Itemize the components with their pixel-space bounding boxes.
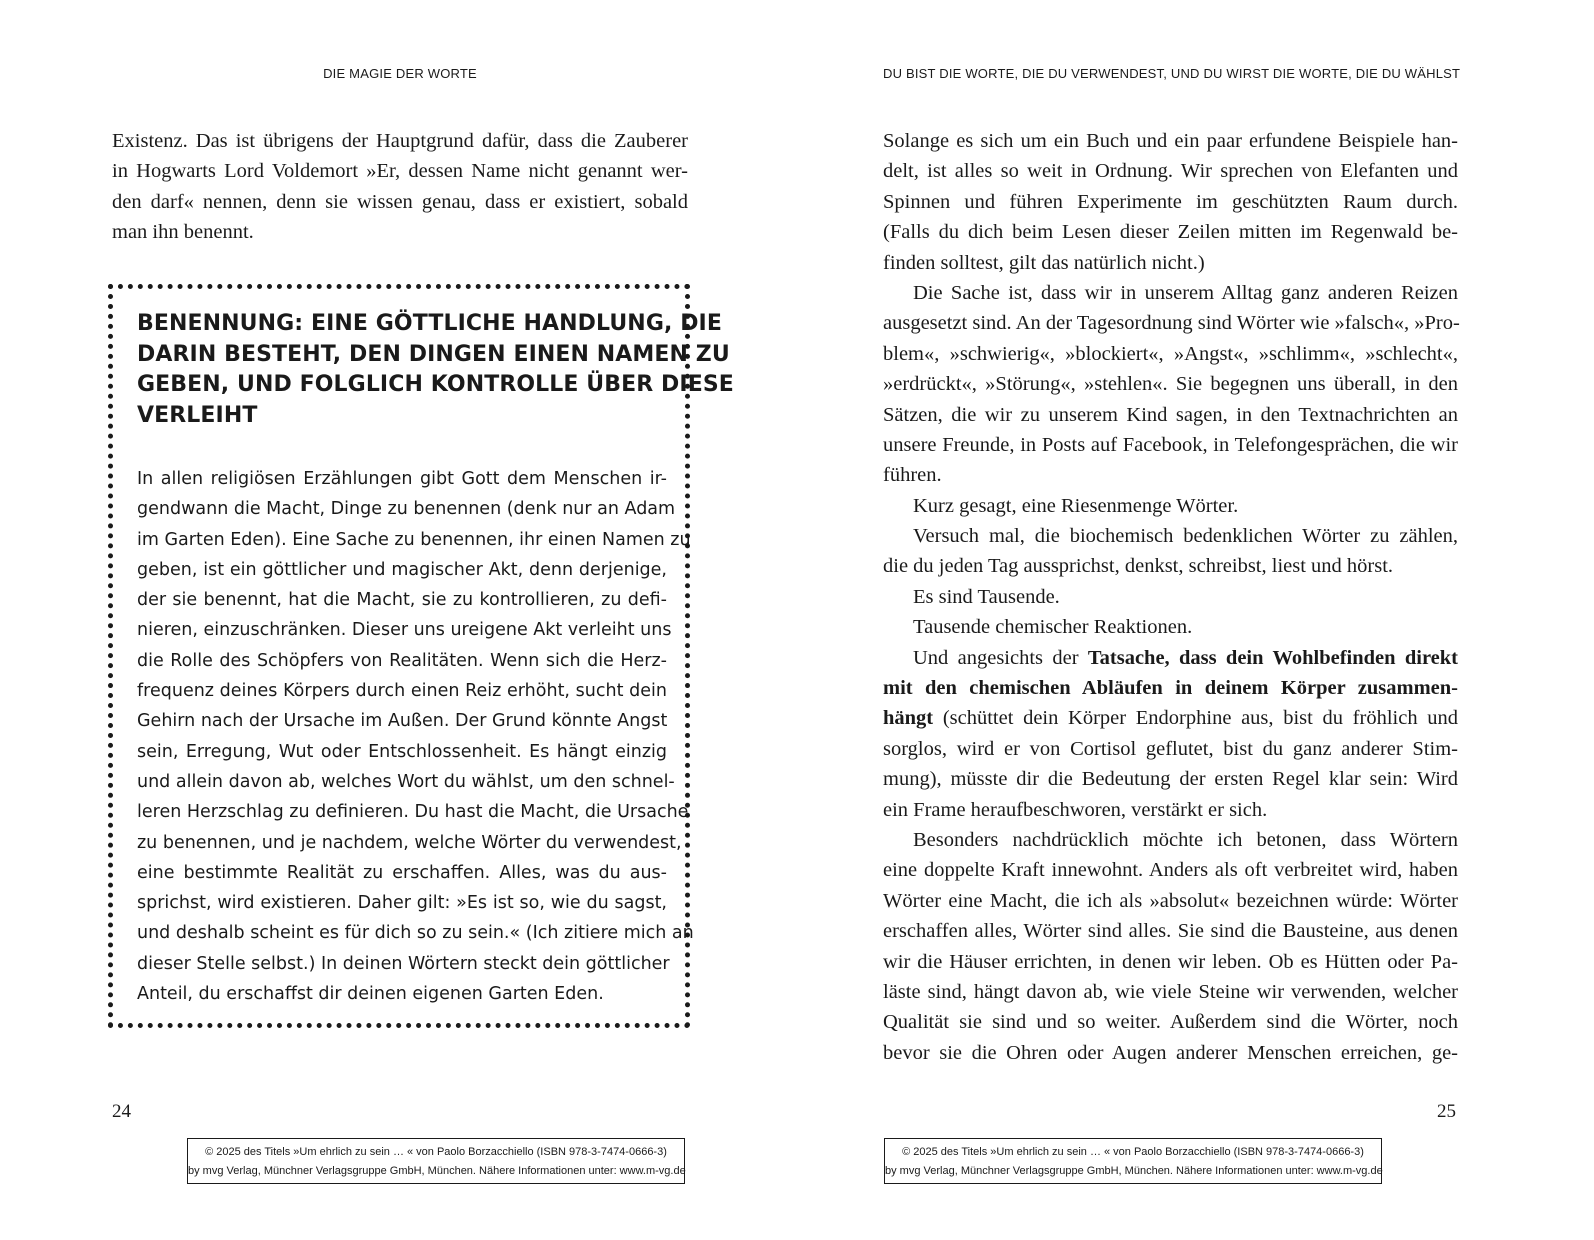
box-line: gendwann die Macht, Dinge zu benennen (denk nur an Adam	[137, 499, 676, 520]
text-line: Existenz. Das ist übrigens der Hauptgrund dafür, dass die Zauberer	[112, 130, 688, 152]
text-line: Versuch mal, die biochemisch bedenklichen Wörter zu zählen,	[913, 525, 1458, 548]
text-line: Solange es sich um ein Buch und ein paar erfundene Beispiele han-	[883, 130, 1458, 152]
text-line: wir die Häuser errichten, in denen wir leben. Ob es Hütten oder Pa-	[883, 950, 1458, 973]
box-line: dieser Stelle selbst.) In deinen Wörtern steckt dein göttlicher	[137, 953, 670, 974]
text-line: ausgesetzt sind. An der Tagesordnung sind Wörter wie »falsch«, »Pro-	[883, 312, 1460, 335]
heading-line: GEBEN, UND FOLGLICH KONTROLLE ÜBER DIESE	[137, 372, 734, 397]
text-line: sorglos, wird er von Cortisol geflutet, bist du ganz anderer Stim-	[883, 737, 1458, 760]
heading-line: DARIN BESTEHT, DEN DINGEN EINEN NAMEN ZU	[137, 341, 730, 367]
text-line: ein Frame heraufbeschworen, verstärkt er sich.	[883, 798, 1268, 821]
imprint-line: © 2025 des Titels »Um ehrlich zu sein … « von Paolo Borzacchiello (ISBN 978-3-7474-0666-3)	[902, 1146, 1364, 1158]
box-line: sprichst, wird existieren. Daher gilt: »Es ist so, wie du sagst,	[137, 893, 667, 914]
text-line	[883, 673, 1458, 703]
info-box-body	[137, 464, 694, 1009]
text-line	[883, 643, 1458, 673]
left-body-text	[112, 126, 688, 248]
box-line: und deshalb scheint es für dich so zu sein.« (Ich zitiere mich an	[137, 923, 694, 944]
text-line: die du jeden Tag aussprichst, denkst, schreibst, liest und hörst.	[883, 555, 1394, 578]
bold-emphasis: mit den chemischen Abläufen in deinem Körper zusammen-	[883, 677, 1458, 700]
text-line: eine doppelte Kraft innewohnt. Anders als oft verbreitet wird, haben	[883, 859, 1458, 882]
text-line: Kurz gesagt, eine Riesenmenge Wörter.	[913, 494, 1239, 517]
text-line: Wörter eine Macht, die ich als »absolut« bezeichnen würde: Wörter	[883, 889, 1458, 912]
imprint-line: by mvg Verlag, Münchner Verlagsgruppe GmbH, München. Nähere Informationen unter: www.m-vg.de	[188, 1165, 686, 1177]
text-line: unsere Freunde, in Posts auf Facebook, in Telefongesprächen, die wir	[883, 433, 1458, 456]
text-line	[883, 703, 1458, 733]
box-line: sein, Erregung, Wut oder Entschlossenheit. Es hängt einzig	[137, 741, 667, 762]
text-line: erschaffen alles, Wörter sind alles. Sie sind die Bausteine, aus denen	[883, 920, 1458, 943]
imprint-line: by mvg Verlag, Münchner Verlagsgruppe GmbH, München. Nähere Informationen unter: www.m-vg.de	[885, 1165, 1383, 1177]
text-run: (schüttet dein Körper Endorphine aus, bist du fröhlich und	[933, 707, 1458, 730]
text-line: Sätzen, die wir zu unserem Kind sagen, in den Textnachrichten an	[883, 403, 1458, 426]
box-line: Anteil, du erschaffst dir deinen eigenen Garten Eden.	[137, 984, 604, 1005]
box-line: frequenz deines Körpers durch einen Reiz erhöht, sucht dein	[137, 681, 667, 702]
text-line: Besonders nachdrücklich möchte ich betonen, dass Wörtern	[913, 828, 1458, 851]
running-head-right: DU BIST DIE WORTE, DIE DU VERWENDEST, UND DU WIRST DIE WORTE, DIE DU WÄHLST	[883, 66, 1461, 81]
bold-emphasis: hängt	[883, 707, 934, 730]
text-run: Und angesichts der	[913, 646, 1088, 669]
imprint-line: © 2025 des Titels »Um ehrlich zu sein … « von Paolo Borzacchiello (ISBN 978-3-7474-0666-3)	[205, 1146, 667, 1158]
box-line: der sie benennt, hat die Macht, sie zu kontrollieren, zu defi-	[137, 590, 667, 611]
text-line: man ihn benennt.	[112, 221, 254, 244]
box-line: In allen religiösen Erzählungen gibt Gott dem Menschen ir-	[137, 469, 667, 489]
page-number-right: 25	[1437, 1101, 1456, 1122]
box-line: die Rolle des Schöpfers von Realitäten. Wenn sich die Herz-	[137, 650, 667, 671]
box-line: eine bestimmte Realität zu erschaffen. Alles, was du aus-	[137, 862, 667, 883]
box-line: geben, ist ein göttlicher und magischer Akt, denn derjenige,	[137, 559, 667, 580]
heading-line: BENENNUNG: EINE GÖTTLICHE HANDLUNG, DIE	[137, 311, 722, 336]
text-line: führen.	[883, 464, 942, 487]
right-body-text	[883, 126, 1458, 1068]
text-line: den darf« nennen, denn sie wissen genau, dass er existiert, sobald	[112, 190, 688, 213]
text-line: Qualität sie sind und so weiter. Außerdem sind die Wörter, noch	[883, 1011, 1458, 1034]
info-box-heading	[137, 309, 734, 431]
text-line: Tausende chemischer Reaktionen.	[913, 616, 1193, 639]
text-line: mung), müsste dir die Bedeutung der ersten Regel klar sein: Wird	[883, 768, 1458, 791]
copyright-imprint-left	[187, 1138, 685, 1184]
text-line: Spinnen und führen Experimente im geschützten Raum durch.	[883, 190, 1458, 213]
text-line: in Hogwarts Lord Voldemort »Er, dessen Name nicht genannt wer-	[112, 160, 688, 183]
heading-line: VERLEIHT	[137, 402, 258, 428]
running-head-left: DIE MAGIE DER WORTE	[323, 66, 477, 81]
copyright-imprint-right	[884, 1138, 1382, 1184]
bold-emphasis: Tatsache, dass dein Wohlbefinden direkt	[1087, 646, 1458, 669]
box-line: leren Herzschlag zu definieren. Du hast die Macht, die Ursache	[137, 802, 689, 823]
text-line: delt, ist alles so weit in Ordnung. Wir sprechen von Elefanten und	[883, 160, 1458, 183]
page-number-left: 24	[112, 1101, 131, 1122]
info-box	[108, 284, 734, 1028]
text-line: finden solltest, gilt das natürlich nicht.)	[883, 251, 1205, 274]
text-line: bevor sie die Ohren oder Augen anderer Menschen erreichen, ge-	[883, 1041, 1458, 1064]
text-line: Es sind Tausende.	[913, 585, 1060, 608]
box-line: nieren, einzuschränken. Dieser uns ureigene Akt verleiht uns	[137, 620, 672, 641]
right-page	[797, 0, 1594, 1240]
box-line: zu benennen, und je nachdem, welche Wörter du verwendest,	[137, 832, 682, 853]
text-line: Die Sache ist, dass wir in unserem Alltag ganz anderen Reizen	[913, 281, 1458, 304]
box-line: Gehirn nach der Ursache im Außen. Der Grund könnte Angst	[137, 711, 668, 732]
text-line: läste sind, hängt davon ab, wie viele Steine wir verwenden, welcher	[883, 980, 1458, 1003]
box-line: und allein davon ab, welches Wort du wählst, um den schnel-	[137, 771, 675, 792]
text-line: (Falls du dich beim Lesen dieser Zeilen mitten im Regenwald be-	[883, 221, 1458, 244]
text-line: »erdrückt«, »Störung«, »stehlen«. Sie begegnen uns überall, in den	[883, 373, 1458, 396]
text-line: blem«, »schwierig«, »blockiert«, »Angst«, »schlimm«, »schlecht«,	[883, 342, 1458, 365]
box-line: im Garten Eden). Eine Sache zu benennen, ihr einen Namen zu	[137, 529, 691, 550]
